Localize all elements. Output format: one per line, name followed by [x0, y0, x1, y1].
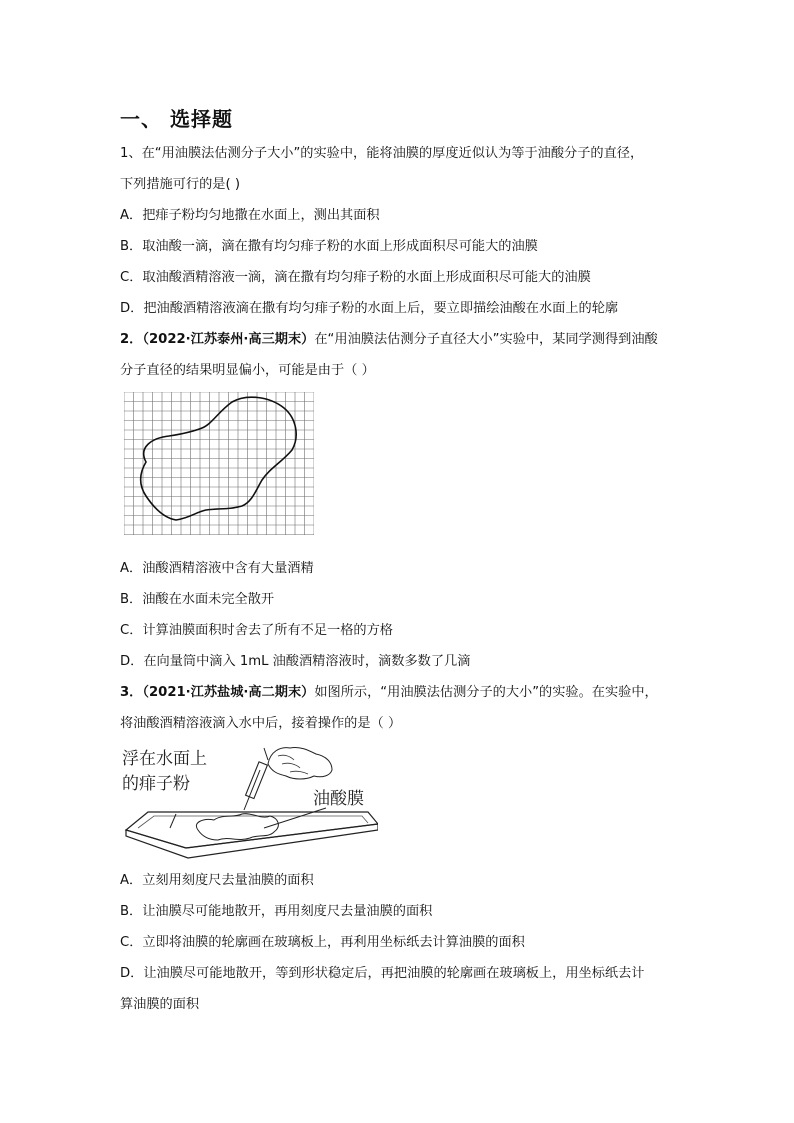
q3-stem-line2: 将油酸酒精溶液滴入水中后，接着操作的是（ ） — [120, 716, 402, 731]
q3-stem-text: 如图所示，“用油膜法估测分子的大小”的实验。在实验中， — [314, 685, 658, 700]
tray-outline — [126, 812, 378, 848]
q1-option-a: A．把痱子粉均匀地撒在水面上，测出其面积 — [120, 208, 380, 223]
tray-dropper-figure — [118, 742, 378, 864]
q2-option-b: B．油酸在水面未完全散开 — [120, 592, 275, 607]
q2-stem-text: 在“用油膜法估测分子直径大小”实验中，某同学测得到油酸 — [314, 332, 658, 347]
film-label: 油酸膜 — [313, 789, 364, 808]
q1-option-b: B．取油酸一滴，滴在撒有均匀痱子粉的水面上形成面积尽可能大的油膜 — [120, 239, 538, 254]
q3-stem-line1 — [120, 684, 658, 702]
q1-stem-line1: 1、在“用油膜法估测分子大小”的实验中，能将油膜的厚度近似认为等于油酸分子的直径， — [120, 146, 644, 161]
q3-option-d-continued: 算油膜的面积 — [120, 997, 200, 1012]
q1-option-c: C．取油酸酒精溶液一滴，滴在撒有均匀痱子粉的水面上形成面积尽可能大的油膜 — [120, 270, 591, 285]
q3-source: （2021·江苏盐城·高二期末） — [142, 685, 315, 700]
q3-option-b: B．让油膜尽可能地散开，再用刻度尺去量油膜的面积 — [120, 904, 433, 919]
q2-option-d: D．在向量筒中滴入 1mL 油酸酒精溶液时，滴数多数了几滴 — [120, 654, 471, 669]
q2-option-c: C．计算油膜面积时舍去了所有不足一格的方格 — [120, 623, 393, 638]
q2-stem-line2: 分子直径的结果明显偏小，可能是由于（ ） — [120, 363, 375, 378]
q1-stem-line2: 下列措施可行的是( ) — [120, 177, 240, 192]
q2-number: 2． — [120, 332, 143, 347]
powder-label-line1: 浮在水面上 — [122, 749, 207, 768]
oil-film-grid-figure — [124, 392, 314, 535]
hand-outline — [268, 747, 332, 779]
powder-label-line2: 的痱子粉 — [122, 774, 190, 793]
q2-option-a: A．油酸酒精溶液中含有大量酒精 — [120, 561, 314, 576]
q3-number: 3． — [120, 685, 143, 700]
q3-option-d: D．让油膜尽可能地散开，等到形状稳定后，再把油膜的轮廓画在玻璃板上，用坐标纸去计 — [120, 966, 645, 981]
q1-option-d: D．把油酸酒精溶液滴在撒有均匀痱子粉的水面上后，要立即描绘油酸在水面上的轮廓 — [120, 301, 619, 316]
q3-option-a: A．立刻用刻度尺去量油膜的面积 — [120, 873, 314, 888]
q3-option-c: C．立即将油膜的轮廓画在玻璃板上，再利用坐标纸去计算油膜的面积 — [120, 935, 525, 950]
q2-source: （2022·江苏泰州·高三期末） — [142, 332, 315, 347]
section-title: 一、 选择题 — [120, 107, 233, 131]
q2-stem-line1 — [120, 331, 658, 349]
